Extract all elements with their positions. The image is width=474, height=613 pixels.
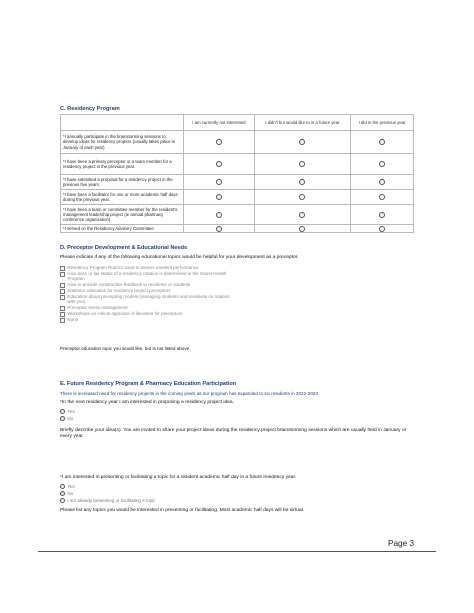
checkbox-option[interactable]: How pass or fail status of a residency rotation is determined in the Island Health Program: [60, 271, 230, 282]
radio-button[interactable]: [379, 139, 385, 145]
row-label: *I have been a primary preceptor or a team member for a residency project in the previous year.: [61, 154, 184, 175]
radio-button[interactable]: [379, 194, 385, 200]
checkbox-option[interactable]: How to provide constructive feedback to residents or students: [60, 282, 230, 288]
matrix-corner: [61, 115, 184, 131]
radio-button[interactable]: [216, 194, 222, 200]
checkbox[interactable]: [60, 289, 65, 294]
checkbox[interactable]: [60, 272, 65, 277]
matrix-header-row: [61, 115, 414, 131]
checkbox-option[interactable]: Workshops on critical appraisal of literature for preceptors: [60, 311, 230, 317]
checkbox-option[interactable]: Statistics education for residency project preceptors: [60, 288, 230, 294]
checkbox-option[interactable]: Preceptor stress management: [60, 305, 230, 311]
radio-button[interactable]: [60, 491, 65, 496]
matrix-row: [61, 154, 414, 175]
radio-button[interactable]: [379, 226, 385, 232]
row-label: *I annually participate in the brainstorming sessions to develop ideas for residency projects (usually takes place in January of each year): [61, 131, 184, 154]
idea-description-prompt: Briefly describe your idea(s). You are invited to share your project ideas during the residency project brainstorming sessions which are usually held in January or every year.: [60, 428, 407, 440]
radio-button[interactable]: [60, 484, 65, 489]
radio-button[interactable]: [216, 212, 222, 218]
topics-list-prompt: Please list any topics you would be interested in presenting or facilitating. Most academic half days will be virtual.: [60, 508, 305, 513]
section-c-title: C. Residency Program: [60, 106, 120, 112]
radio-option-no[interactable]: No: [60, 416, 73, 421]
row-label: *I have submitted a proposal for a residency project in the previous five years.: [61, 175, 184, 190]
radio-button[interactable]: [299, 139, 305, 145]
row-label: *I have been a team or committee member for the resident's management leadership project (ie annual pharmacy conference organization): [61, 205, 184, 225]
radio-option-already-presenting[interactable]: I am already presenting or facilitating a topic: [60, 498, 155, 503]
radio-button[interactable]: [216, 139, 222, 145]
checkbox-option[interactable]: None: [60, 317, 230, 323]
radio-button[interactable]: [379, 179, 385, 185]
row-label: *I served on the Residency Advisory Committee: [61, 225, 184, 233]
checkbox[interactable]: [60, 295, 65, 300]
radio-button[interactable]: [379, 161, 385, 167]
radio-option-yes[interactable]: Yes: [60, 409, 75, 414]
section-e-title: E. Future Residency Program & Pharmacy Education Participation: [60, 381, 237, 387]
radio-button[interactable]: [299, 226, 305, 232]
footer-divider: [38, 551, 436, 552]
radio-button[interactable]: [216, 226, 222, 232]
page-number: Page 3: [388, 539, 414, 548]
matrix-row: [61, 131, 414, 154]
radio-button[interactable]: [216, 179, 222, 185]
checkbox[interactable]: [60, 283, 65, 288]
radio-button[interactable]: [299, 161, 305, 167]
column-header: I am currently not interested: [184, 115, 255, 131]
section-d-title: D. Preceptor Development & Educational Needs: [60, 245, 188, 251]
matrix-row: [61, 190, 414, 205]
residency-matrix: [60, 114, 414, 233]
radio-option-yes[interactable]: Yes: [60, 484, 75, 489]
radio-button[interactable]: [60, 416, 65, 421]
radio-button[interactable]: [299, 194, 305, 200]
checkbox[interactable]: [60, 266, 65, 271]
column-header: I didn't but would like to in a future year: [254, 115, 350, 131]
checkbox[interactable]: [60, 312, 65, 317]
radio-button[interactable]: [60, 409, 65, 414]
project-idea-question: *In the next residency year I am interested in proposing a residency project idea.: [60, 400, 234, 405]
checkbox-option[interactable]: Residency Program Rubrics used to assess resident performance: [60, 265, 230, 271]
academic-half-day-question: *I am interested in presenting or facilitating a topic for a resident academic half day in a future residency year.: [60, 475, 297, 480]
checkbox[interactable]: [60, 318, 65, 323]
matrix-row: [61, 205, 414, 225]
educational-topics-question: Please indicate if any of the following educational topics would be helpful for your development as a preceptor.: [60, 255, 299, 260]
other-topic-prompt: Preceptor education topic you would like, but is not listed above:: [60, 346, 191, 351]
radio-button[interactable]: [60, 498, 65, 503]
checkbox-option[interactable]: Education about precepting models (managing students and residents on rotation with you): [60, 294, 230, 305]
matrix-row: [61, 175, 414, 190]
radio-option-no[interactable]: No: [60, 491, 73, 496]
column-header: I did in the previous year: [351, 115, 414, 131]
matrix-row: [61, 225, 414, 233]
checkbox[interactable]: [60, 306, 65, 311]
radio-button[interactable]: [379, 212, 385, 218]
row-label: *I have been a facilitator for one or more academic half days during the previous year.: [61, 190, 184, 205]
educational-topics-list: [60, 265, 230, 323]
section-e-note: There is increased need for residency projects in the coming years as our program has expanded to six residents in 2022-2023: [60, 391, 318, 396]
radio-button[interactable]: [299, 179, 305, 185]
radio-button[interactable]: [299, 212, 305, 218]
radio-button[interactable]: [216, 161, 222, 167]
